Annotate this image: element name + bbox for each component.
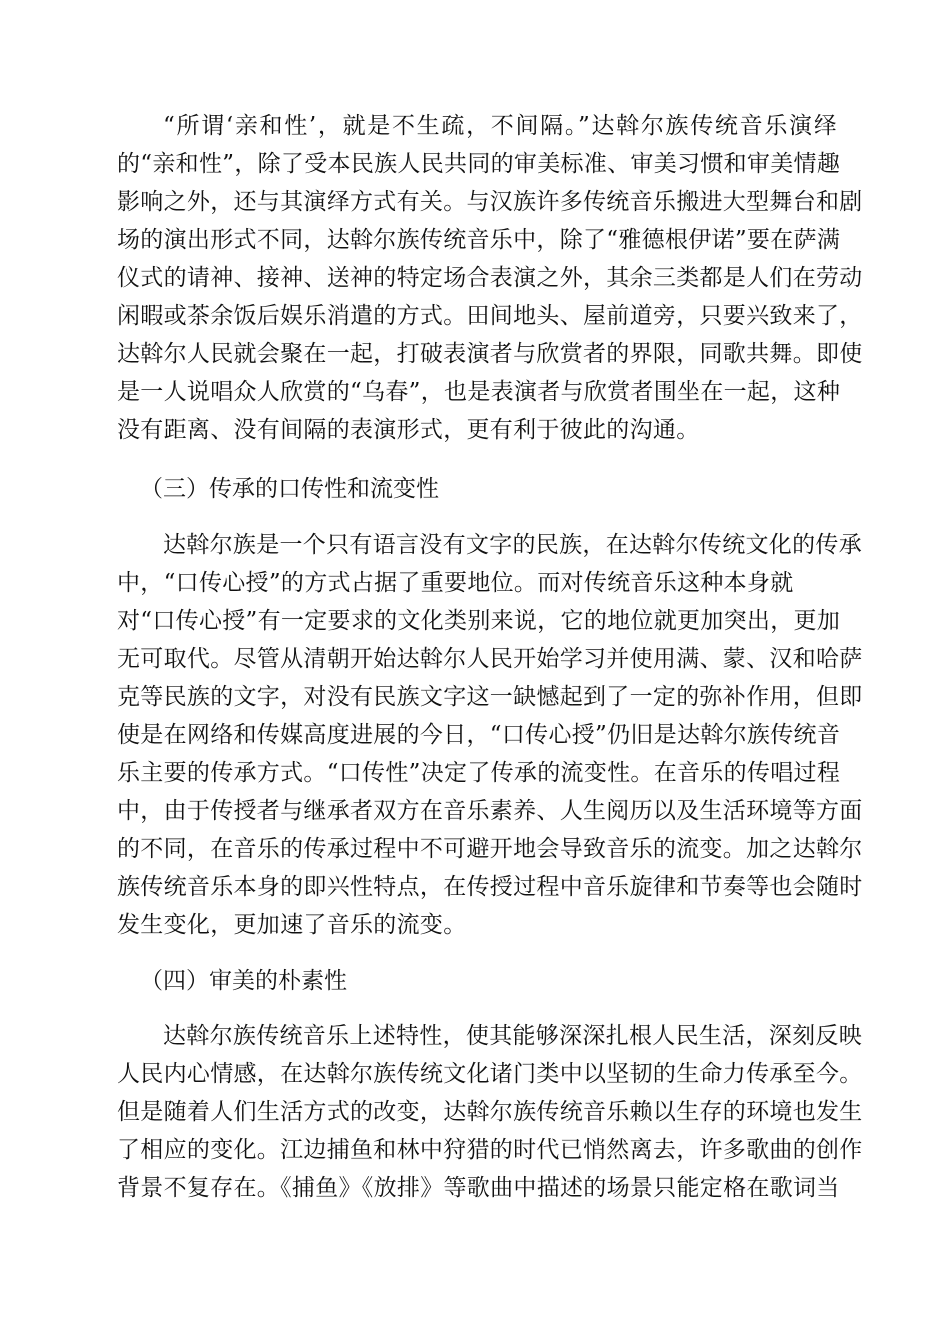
paragraph-line: 中，由于传授者与继承者双方在音乐素养、人生阅历以及生活环境等方面 bbox=[117, 798, 863, 824]
paragraph-line: 克等民族的文字，对没有民族文字这一缺憾起到了一定的弥补作用，但即 bbox=[117, 684, 863, 710]
paragraph-line: 的“亲和性”，除了受本民族人民共同的审美标准、审美习惯和审美情趣 bbox=[117, 151, 841, 177]
paragraph-line: 乐主要的传承方式。“口传性”决定了传承的流变性。在音乐的传唱过程 bbox=[117, 760, 841, 786]
paragraph-line: 没有距离、没有间隔的表演形式，更有利于彼此的沟通。 bbox=[117, 417, 700, 443]
paragraph-aesthetic bbox=[117, 1017, 863, 1207]
paragraph-line: 闲暇或茶余饭后娱乐消遣的方式。田间地头、屋前道旁，只要兴致来了， bbox=[117, 303, 863, 329]
paragraph-affinity bbox=[117, 107, 863, 449]
paragraph-line: 发生变化，更加速了音乐的流变。 bbox=[117, 912, 467, 938]
paragraph-line: 影响之外，还与其演绎方式有关。与汉族许多传统音乐搬进大型舞台和剧 bbox=[117, 189, 863, 215]
paragraph-line: 场的演出形式不同，达斡尔族传统音乐中，除了“雅德根伊诺”要在萨满 bbox=[117, 227, 841, 253]
paragraph-line: 仪式的请神、接神、送神的特定场合表演之外，其余三类都是人们在劳动 bbox=[117, 265, 863, 291]
paragraph-line: 是一人说唱众人欣赏的“乌春”，也是表演者与欣赏者围坐在一起，这种 bbox=[117, 379, 841, 405]
paragraph-line: “所谓‘亲和性’，就是不生疏，不间隔。”达斡尔族传统音乐演绎 bbox=[163, 113, 837, 139]
paragraph-line: 背景不复存在。《捕鱼》《放排》等歌曲中描述的场景只能定格在歌词当 bbox=[117, 1175, 840, 1201]
paragraph-line: 达斡尔族是一个只有语言没有文字的民族，在达斡尔传统文化的传承 bbox=[163, 532, 862, 558]
section-heading-3: （三）传承的口传性和流变性 bbox=[140, 476, 439, 502]
paragraph-line: 对“口传心授”有一定要求的文化类别来说，它的地位就更加突出，更加 bbox=[117, 608, 841, 634]
paragraph-line: 族传统音乐本身的即兴性特点，在传授过程中音乐旋律和节奏等也会随时 bbox=[117, 874, 863, 900]
paragraph-oral-transmission bbox=[117, 526, 863, 944]
paragraph-line: 的不同，在音乐的传承过程中不可避开地会导致音乐的流变。加之达斡尔 bbox=[117, 836, 863, 862]
paragraph-line: 人民内心情感，在达斡尔族传统文化诸门类中以坚韧的生命力传承至今。 bbox=[117, 1061, 863, 1087]
paragraph-line: 中，“口传心授”的方式占据了重要地位。而对传统音乐这种本身就 bbox=[117, 570, 794, 596]
paragraph-line: 达斡尔族传统音乐上述特性，使其能够深深扎根人民生活，深刻反映 bbox=[163, 1023, 862, 1049]
paragraph-line: 使是在网络和传媒高度进展的今日，“口传心授”仍旧是达斡尔族传统音 bbox=[117, 722, 841, 748]
section-heading-4: （四）审美的朴素性 bbox=[140, 968, 347, 994]
paragraph-line: 达斡尔人民就会聚在一起，打破表演者与欣赏者的界限，同歌共舞。即使 bbox=[117, 341, 863, 367]
paragraph-line: 但是随着人们生活方式的改变，达斡尔族传统音乐赖以生存的环境也发生 bbox=[117, 1099, 863, 1125]
paragraph-line: 无可取代。尽管从清朝开始达斡尔人民开始学习并使用满、蒙、汉和哈萨 bbox=[117, 646, 863, 672]
paragraph-line: 了相应的变化。江边捕鱼和林中狩猎的时代已悄然离去，许多歌曲的创作 bbox=[117, 1137, 863, 1163]
